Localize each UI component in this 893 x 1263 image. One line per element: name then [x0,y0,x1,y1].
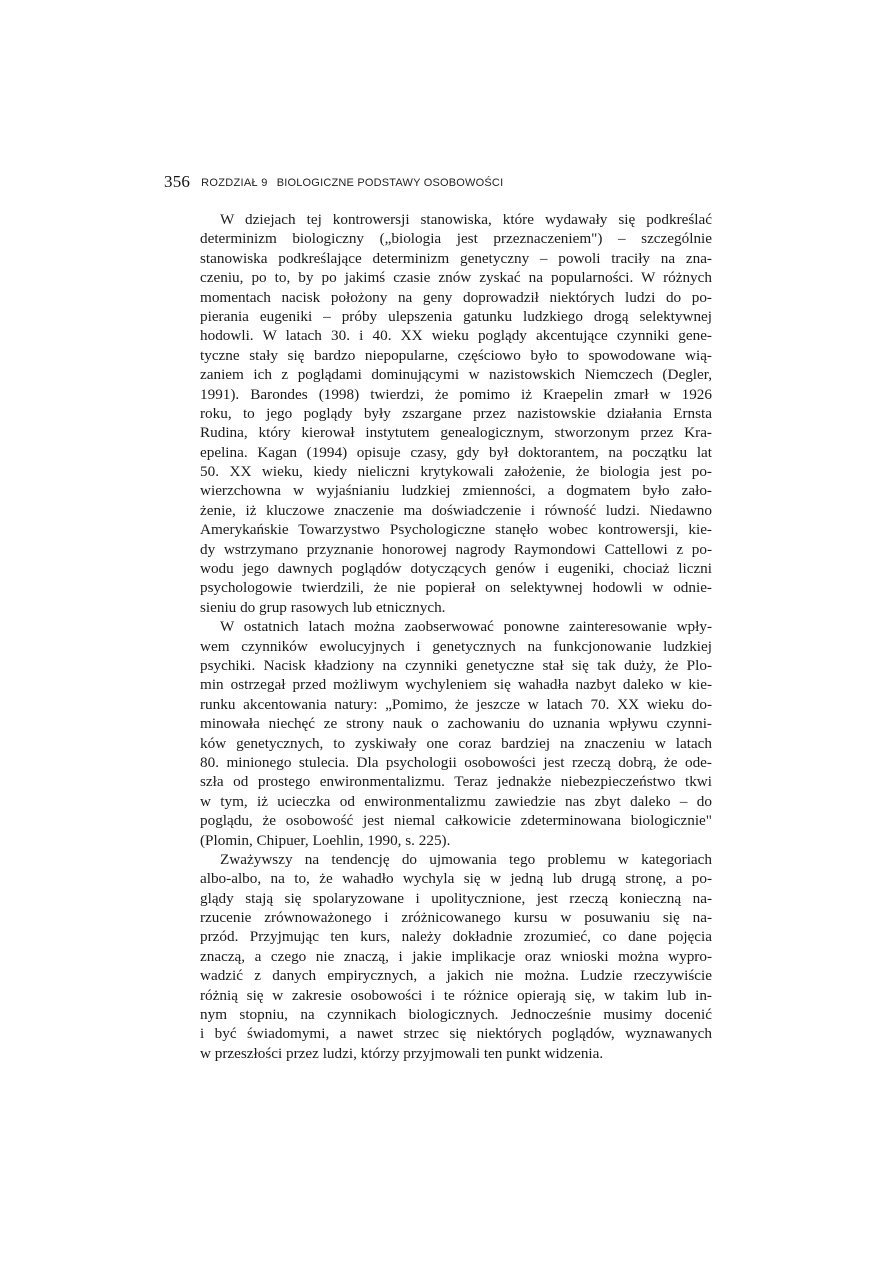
text-line: 80. minionego stulecia. Dla psychologii osobowości jest rzeczą dobrą, że ode- [200,753,712,771]
text-line: min ostrzegał przed możliwym wychyleniem się wahadła nazbyt daleko w kie- [200,676,712,694]
page-number: 356 [164,172,191,191]
text-line: znaczą, a czego nie znaczą, i jakie implikacje oraz wnioski można wypro- [200,947,712,965]
text-line: minowała niechęć ze strony nauk o zachowaniu do uznania wpływu czynni- [200,715,712,733]
text-line: dy wstrzymano przyznanie honorowej nagrody Raymondowi Cattellowi z po- [200,540,712,558]
text-line: psychiki. Nacisk kładziony na czynniki genetyczne stał się tak duży, że Plo- [200,656,712,674]
text-line: zaniem ich z poglądami dominującymi w nazistowskich Niemczech (Degler, [200,366,712,384]
text-line: albo-albo, na to, że wahadło wychyla się w jedną lub drugą stronę, a po- [200,870,712,888]
text-line: szła od prostego enwironmentalizmu. Teraz jednakże niebezpieczeństwo tkwi [200,773,712,791]
text-line: glądy stają się spolaryzowane i upolitycznione, jest rzeczą konieczną na- [200,889,712,907]
text-line: roku, to jego poglądy były zszargane przez nazistowskie działania Ernsta [200,404,712,422]
text-line: ków genetycznych, to zyskiwały one coraz bardziej na znaczeniu w latach [200,734,712,752]
text-line: momentach nacisk położony na geny doprowadził niektórych ludzi do po- [200,288,712,306]
text-line: W dziejach tej kontrowersji stanowiska, które wydawały się podkreślać [220,211,712,228]
text-line: w tym, iż ucieczka od enwironmentalizmu zawiedzie nas zbyt daleko – do [200,792,712,810]
paragraph-1 [200,210,712,617]
text-line: tyczne stały się bardzo niepopularne, częściowo było to spowodowane wią- [200,346,712,364]
text-line: stanowiska podkreślające determinizm genetyczny – powoli traciły na zna- [200,249,712,267]
text-line: Rudina, który kierował instytutem genealogicznym, stworzonym przez Kra- [200,424,712,442]
text-line: poglądu, że osobowość jest niemal całkowicie zdeterminowana biologicznie" [200,812,712,830]
text-line: wadzić z danych empirycznych, a jakich nie można. Ludzie rzeczywiście [200,967,712,985]
chapter-label: ROZDZIAŁ 9 [201,177,268,189]
text-line: psychologowie twierdzili, że nie popierał on selektywnej hodowli w odnie- [200,579,712,597]
text-line: sieniu do grup rasowych lub etnicznych. [200,598,446,616]
running-header [164,172,724,194]
text-line: runku akcentowania natury: „Pomimo, że jeszcze w latach 70. XX wieku do- [200,695,712,713]
text-line: wodu jego dawnych poglądów dotyczących genów i eugeniki, chociaż liczni [200,560,712,578]
text-line: 1991). Barondes (1998) twierdzi, że pomimo iż Kraepelin zmarł w 1926 [200,385,712,403]
text-line: 50. XX wieku, kiedy nieliczni krytykowali założenie, że biologia jest po- [200,463,712,481]
text-line: różnią się w zakresie osobowości i te różnice opierają się, w takim lub in- [200,986,712,1004]
body-text [200,210,712,1063]
paragraph-3 [200,850,712,1063]
text-line: wem czynników ewolucyjnych i genetycznych na funkcjonowanie ludzkiej [200,637,712,655]
text-line: W ostatnich latach można zaobserwować ponowne zainteresowanie wpły- [220,618,712,636]
text-line: wierzchowna w wyjaśnianiu ludzkiej zmienności, a dogmatem było zało- [200,482,712,500]
paragraph-2 [200,617,712,850]
text-line: epelina. Kagan (1994) opisuje czasy, gdy był doktorantem, na początku lat [200,443,712,461]
text-line: rzucenie zrównoważonego i zróżnicowanego kursu w posuwaniu się na- [200,909,712,927]
chapter-title: BIOLOGICZNE PODSTAWY OSOBOWOŚCI [276,177,504,189]
text-line: Zważywszy na tendencję do ujmowania tego problemu w kategoriach [220,850,712,868]
text-line: przód. Przyjmując ten kurs, należy dokładnie zrozumieć, co dane pojęcia [200,928,712,946]
text-line: hodowli. W latach 30. i 40. XX wieku poglądy akcentujące czynniki gene- [200,327,712,345]
text-line: (Plomin, Chipuer, Loehlin, 1990, s. 225). [200,831,451,849]
text-line: nym stopniu, na czynnikach biologicznych. Jednocześnie musimy docenić [200,1006,712,1024]
text-line: żenie, iż kluczowe znaczenie ma doświadczenie i równość ludzi. Niedawno [200,501,712,519]
text-line: czeniu, po to, by po jakimś czasie znów zyskać na popularności. W różnych [200,269,712,287]
text-line: i być świadomymi, a nawet strzec się niektórych poglądów, wyznawanych [200,1025,712,1043]
text-line: pierania eugeniki – próby ulepszenia gatunku ludzkiego drogą selektywnej [200,307,712,325]
text-line: determinizm biologiczny („biologia jest przeznaczeniem") – szczególnie [200,230,712,248]
text-line: Amerykańskie Towarzystwo Psychologiczne stanęło wobec kontrowersji, kie- [200,521,712,539]
text-line: w przeszłości przez ludzi, którzy przyjmowali ten punkt widzenia. [200,1044,604,1062]
